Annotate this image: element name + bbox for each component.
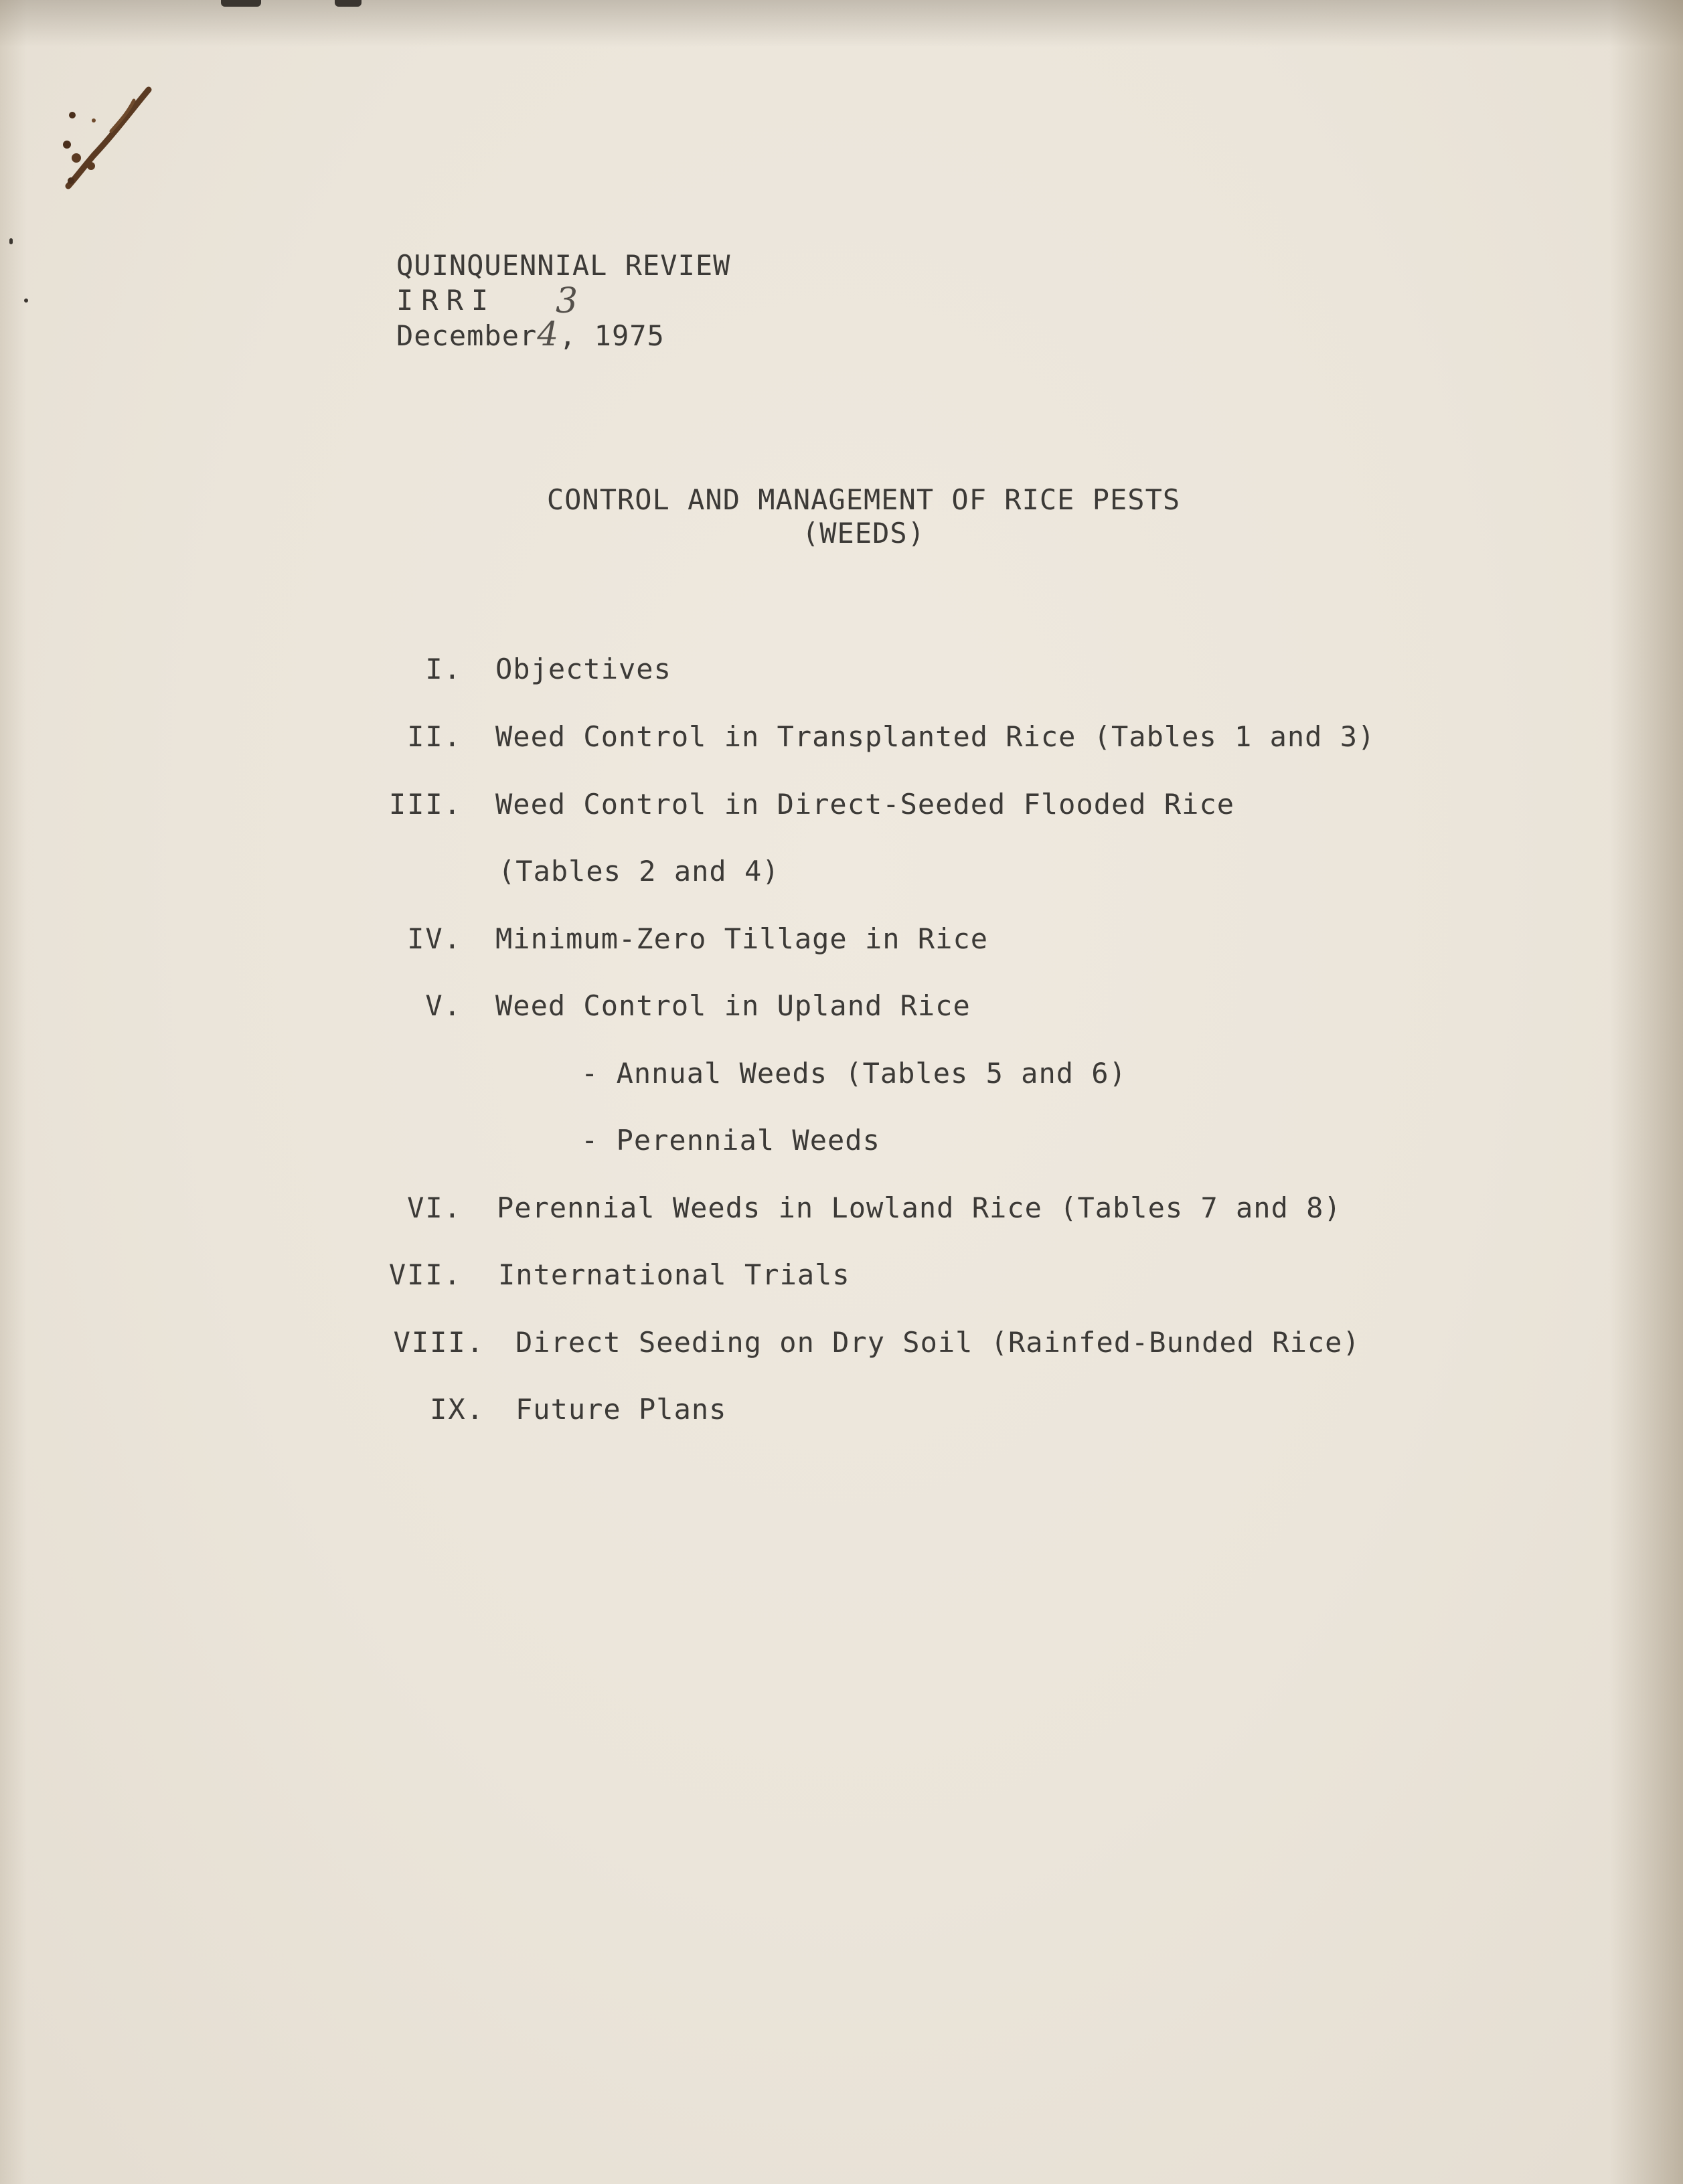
outline-numeral: IX.	[430, 1393, 485, 1426]
speck	[9, 238, 13, 244]
aged-right-edge	[1609, 0, 1683, 2184]
outline-subitem: - Perennial Weeds	[581, 1124, 880, 1157]
outline-subitem: - Annual Weeds (Tables 5 and 6)	[581, 1057, 1127, 1090]
review-title: QUINQUENNIAL REVIEW	[396, 249, 731, 282]
aged-left-edge	[0, 0, 27, 2184]
outline-item: Future Plans	[515, 1393, 727, 1426]
outline-item: Weed Control in Transplanted Rice (Tables 1 and 3)	[495, 720, 1376, 753]
date-year: , 1975	[559, 319, 665, 352]
outline-item: Weed Control in Upland Rice	[495, 989, 971, 1022]
outline-item: Objectives	[495, 653, 671, 685]
aged-top-edge	[0, 0, 1683, 47]
outline-numeral: IV.	[407, 922, 462, 955]
date-month: December	[396, 319, 538, 352]
document-date	[396, 317, 665, 353]
outline-numeral: V.	[425, 989, 462, 1022]
outline-item-continuation: (Tables 2 and 4)	[498, 855, 780, 888]
handwritten-page-number: 3	[556, 281, 578, 321]
outline-numeral: VII.	[388, 1258, 462, 1291]
outline-numeral: I.	[425, 653, 462, 685]
speck	[24, 299, 28, 303]
outline-item: Direct Seeding on Dry Soil (Rainfed-Bunded Rice)	[515, 1326, 1360, 1359]
outline-numeral: VI.	[407, 1191, 462, 1224]
document-title: CONTROL AND MANAGEMENT OF RICE PESTS	[546, 483, 1181, 516]
institute-name: IRRI	[396, 284, 497, 317]
outline-numeral: VIII.	[393, 1326, 485, 1359]
document-subtitle: (WEEDS)	[801, 517, 925, 550]
outline-item: Minimum-Zero Tillage in Rice	[495, 922, 989, 955]
outline-numeral: II.	[407, 720, 462, 753]
ink-smudge	[221, 0, 261, 7]
outline-item: International Trials	[498, 1258, 850, 1291]
date-day-handwritten: 4	[537, 315, 560, 353]
outline-item: Perennial Weeds in Lowland Rice (Tables 7 and 8)	[497, 1191, 1342, 1224]
outline-item: Weed Control in Direct-Seeded Flooded Rice	[495, 788, 1235, 821]
outline-numeral: III.	[388, 788, 462, 821]
stain-mark	[54, 80, 161, 201]
ink-smudge	[335, 0, 362, 7]
